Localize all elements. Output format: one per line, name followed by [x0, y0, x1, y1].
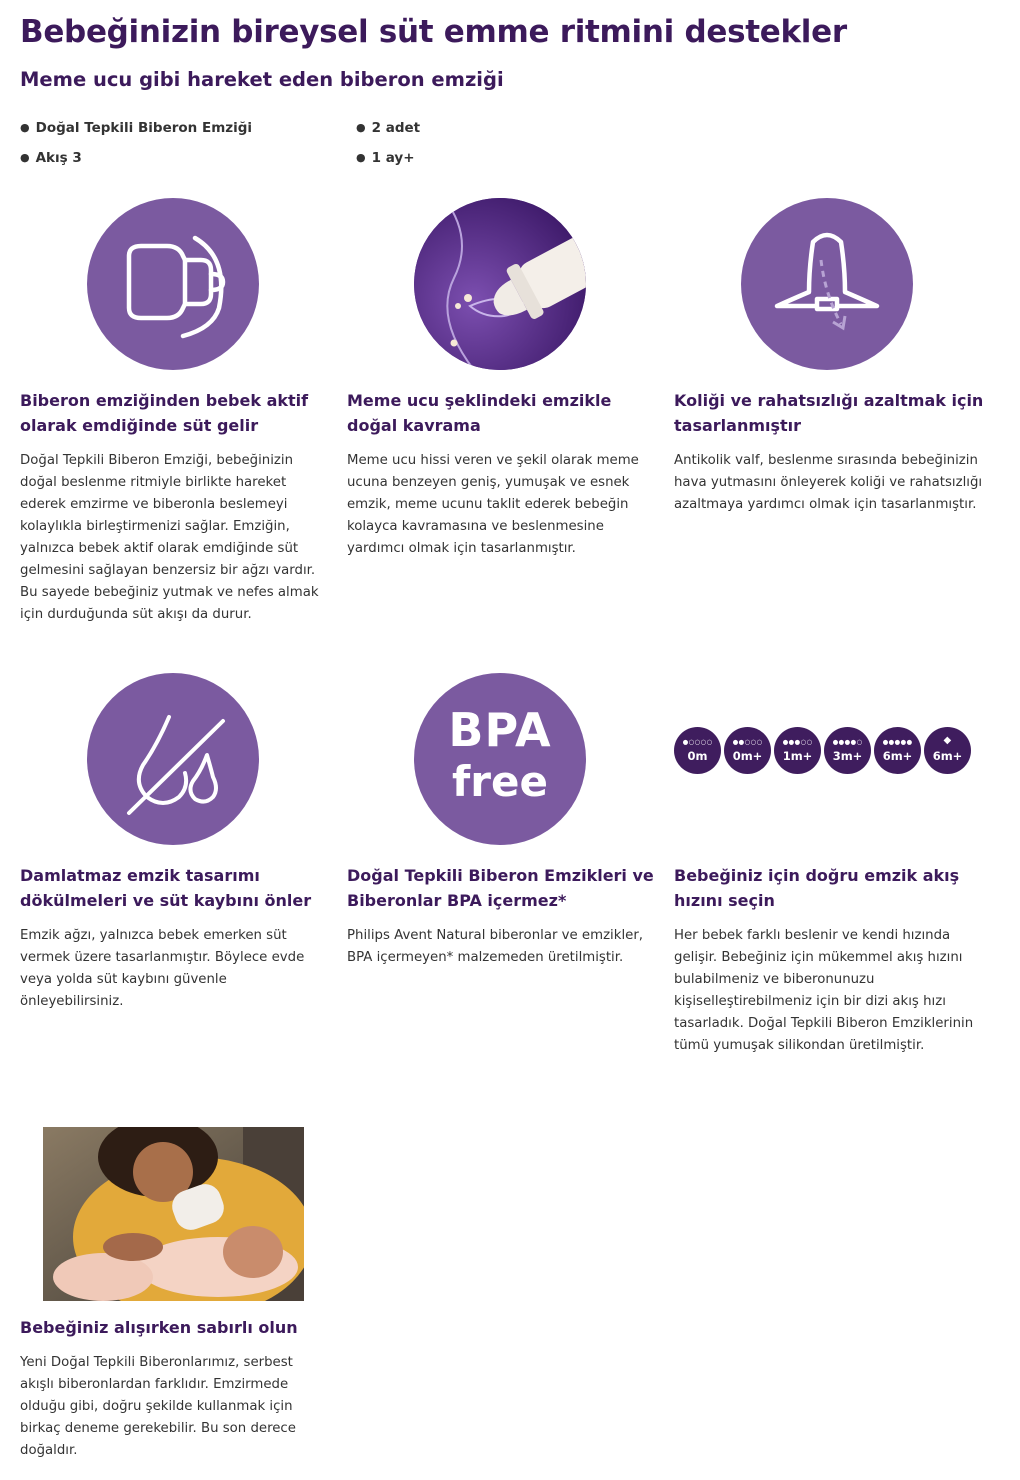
feature-media [20, 1127, 330, 1301]
bpa-free-badge [414, 673, 586, 845]
feature-title: Bebeğiniz için doğru emzik akış hızını seçin [674, 866, 960, 910]
flow-rate-icon [674, 727, 721, 774]
feature-card [20, 192, 330, 626]
flow-dots: ●●●○○ [782, 738, 813, 746]
flow-age: 6m+ [882, 749, 913, 763]
page-subtitle: Meme ucu gibi hareket eden biberon emziği [20, 68, 504, 91]
feature-title: Doğal Tepkili Biberon Emzikleri ve Biberonlar BPA içermez* [347, 866, 654, 910]
flow-dots: ●○○○○ [682, 738, 713, 746]
anti-colic-valve-icon [741, 198, 913, 370]
feature-title: Biberon emziğinden bebek aktif olarak emdiğinde süt gelir [20, 391, 309, 435]
feature-body: Doğal Tepkili Biberon Emziği, bebeğinizin doğal beslenme ritmiyle birlikte hareket ederek emzirme ve biberonla beslemeyi kolaylıkla birleştirmenizi sağlar. Emziğin, yalnızca bebek aktif olarak emdiğinde süt gelmesini sağlayan benzersiz bir ağzı vardır. Bu sayede bebeğiniz yutmak ve nefes almak için durduğunda süt akışı da durur. [20, 453, 319, 622]
feature-card [20, 667, 330, 1013]
feature-media [20, 192, 330, 372]
feature-media [347, 667, 657, 847]
baby-mouth-latch-icon [414, 198, 586, 370]
badge-text-free: free [452, 757, 548, 806]
feature-title: Meme ucu şeklindeki emzikle doğal kavrama [347, 391, 612, 435]
feature-title: Bebeğiniz alışırken sabırlı olun [20, 1318, 298, 1337]
feature-body: Philips Avent Natural biberonlar ve emzikler, BPA içermeyen* malzemeden üretilmiştir. [347, 928, 644, 965]
flow-dots: ●●●●● [882, 738, 913, 746]
feature-media [674, 192, 984, 372]
feature-card [674, 192, 984, 516]
flow-age: 1m+ [782, 749, 813, 763]
page-title: Bebeğinizin bireysel süt emme ritmini destekler [20, 14, 847, 50]
spec-item: ● Akış 3 [20, 150, 82, 166]
flow-dots: ◆ [943, 735, 952, 746]
no-drip-icon [87, 673, 259, 845]
flow-age: 0m [687, 749, 708, 763]
feature-media [347, 192, 657, 372]
feature-body: Emzik ağzı, yalnızca bebek emerken süt vermek üzere tasarlanmıştır. Böylece evde veya yolda süt kaybını güvenle önleyebilirsiniz. [20, 928, 305, 1009]
flow-rate-icon [924, 727, 971, 774]
flow-rate-icon [774, 727, 821, 774]
spec-item: ● 1 ay+ [356, 150, 415, 166]
mother-feeding-photo [43, 1127, 304, 1301]
feature-body: Yeni Doğal Tepkili Biberonlarımız, serbest akışlı biberonlardan farklıdır. Emzirmede olduğu gibi, doğru şekilde kullanmak için birkaç deneme gerekebilir. Bu son derece doğaldır. [20, 1355, 296, 1458]
spec-item: ● 2 adet [356, 120, 420, 136]
feature-media [20, 667, 330, 847]
flow-age: 3m+ [832, 749, 863, 763]
flow-rate-icon [824, 727, 871, 774]
flow-dots: ●●●●○ [832, 738, 863, 746]
feature-body: Antikolik valf, beslenme sırasında bebeğinizin hava yutmasını önleyerek koliği ve rahatsızlığı azaltmaya yardımcı olmak için tasarlanmıştır. [674, 453, 983, 512]
flow-rate-icon [724, 727, 771, 774]
flow-age: 6m+ [932, 749, 963, 763]
bottle-outline-icon [87, 198, 259, 370]
feature-title: Damlatmaz emzik tasarımı dökülmeleri ve süt kaybını önler [20, 866, 312, 910]
feature-title: Koliği ve rahatsızlığı azaltmak için tasarlanmıştır [674, 391, 984, 435]
feature-media [674, 667, 984, 847]
flow-rate-icons [674, 727, 971, 774]
spec-item: ● Doğal Tepkili Biberon Emziği [20, 120, 252, 136]
feature-card [347, 667, 657, 969]
flow-dots: ●●○○○ [732, 738, 763, 746]
flow-rate-icon [874, 727, 921, 774]
feature-body: Her bebek farklı beslenir ve kendi hızında gelişir. Bebeğiniz için mükemmel akış hızını bulabilmeniz ve biberonunuzu kişiselleştirebilmeniz için bir dizi akış hızı tasarladık. Doğal Tepkili Biberon Emziklerinin tümü yumuşak silikondan üretilmiştir. [674, 928, 974, 1053]
badge-text-bpa: BPA [448, 703, 552, 757]
feature-card [20, 1127, 330, 1462]
feature-card [674, 667, 984, 1057]
feature-card [347, 192, 657, 560]
flow-age: 0m+ [732, 749, 763, 763]
feature-body: Meme ucu hissi veren ve şekil olarak meme ucuna benzeyen geniş, yumuşak ve esnek emzik, meme ucunu taklit ederek bebeğin kolayca kavramasına ve beslenmesine yardımcı olmak için tasarlanmıştır. [347, 453, 639, 556]
